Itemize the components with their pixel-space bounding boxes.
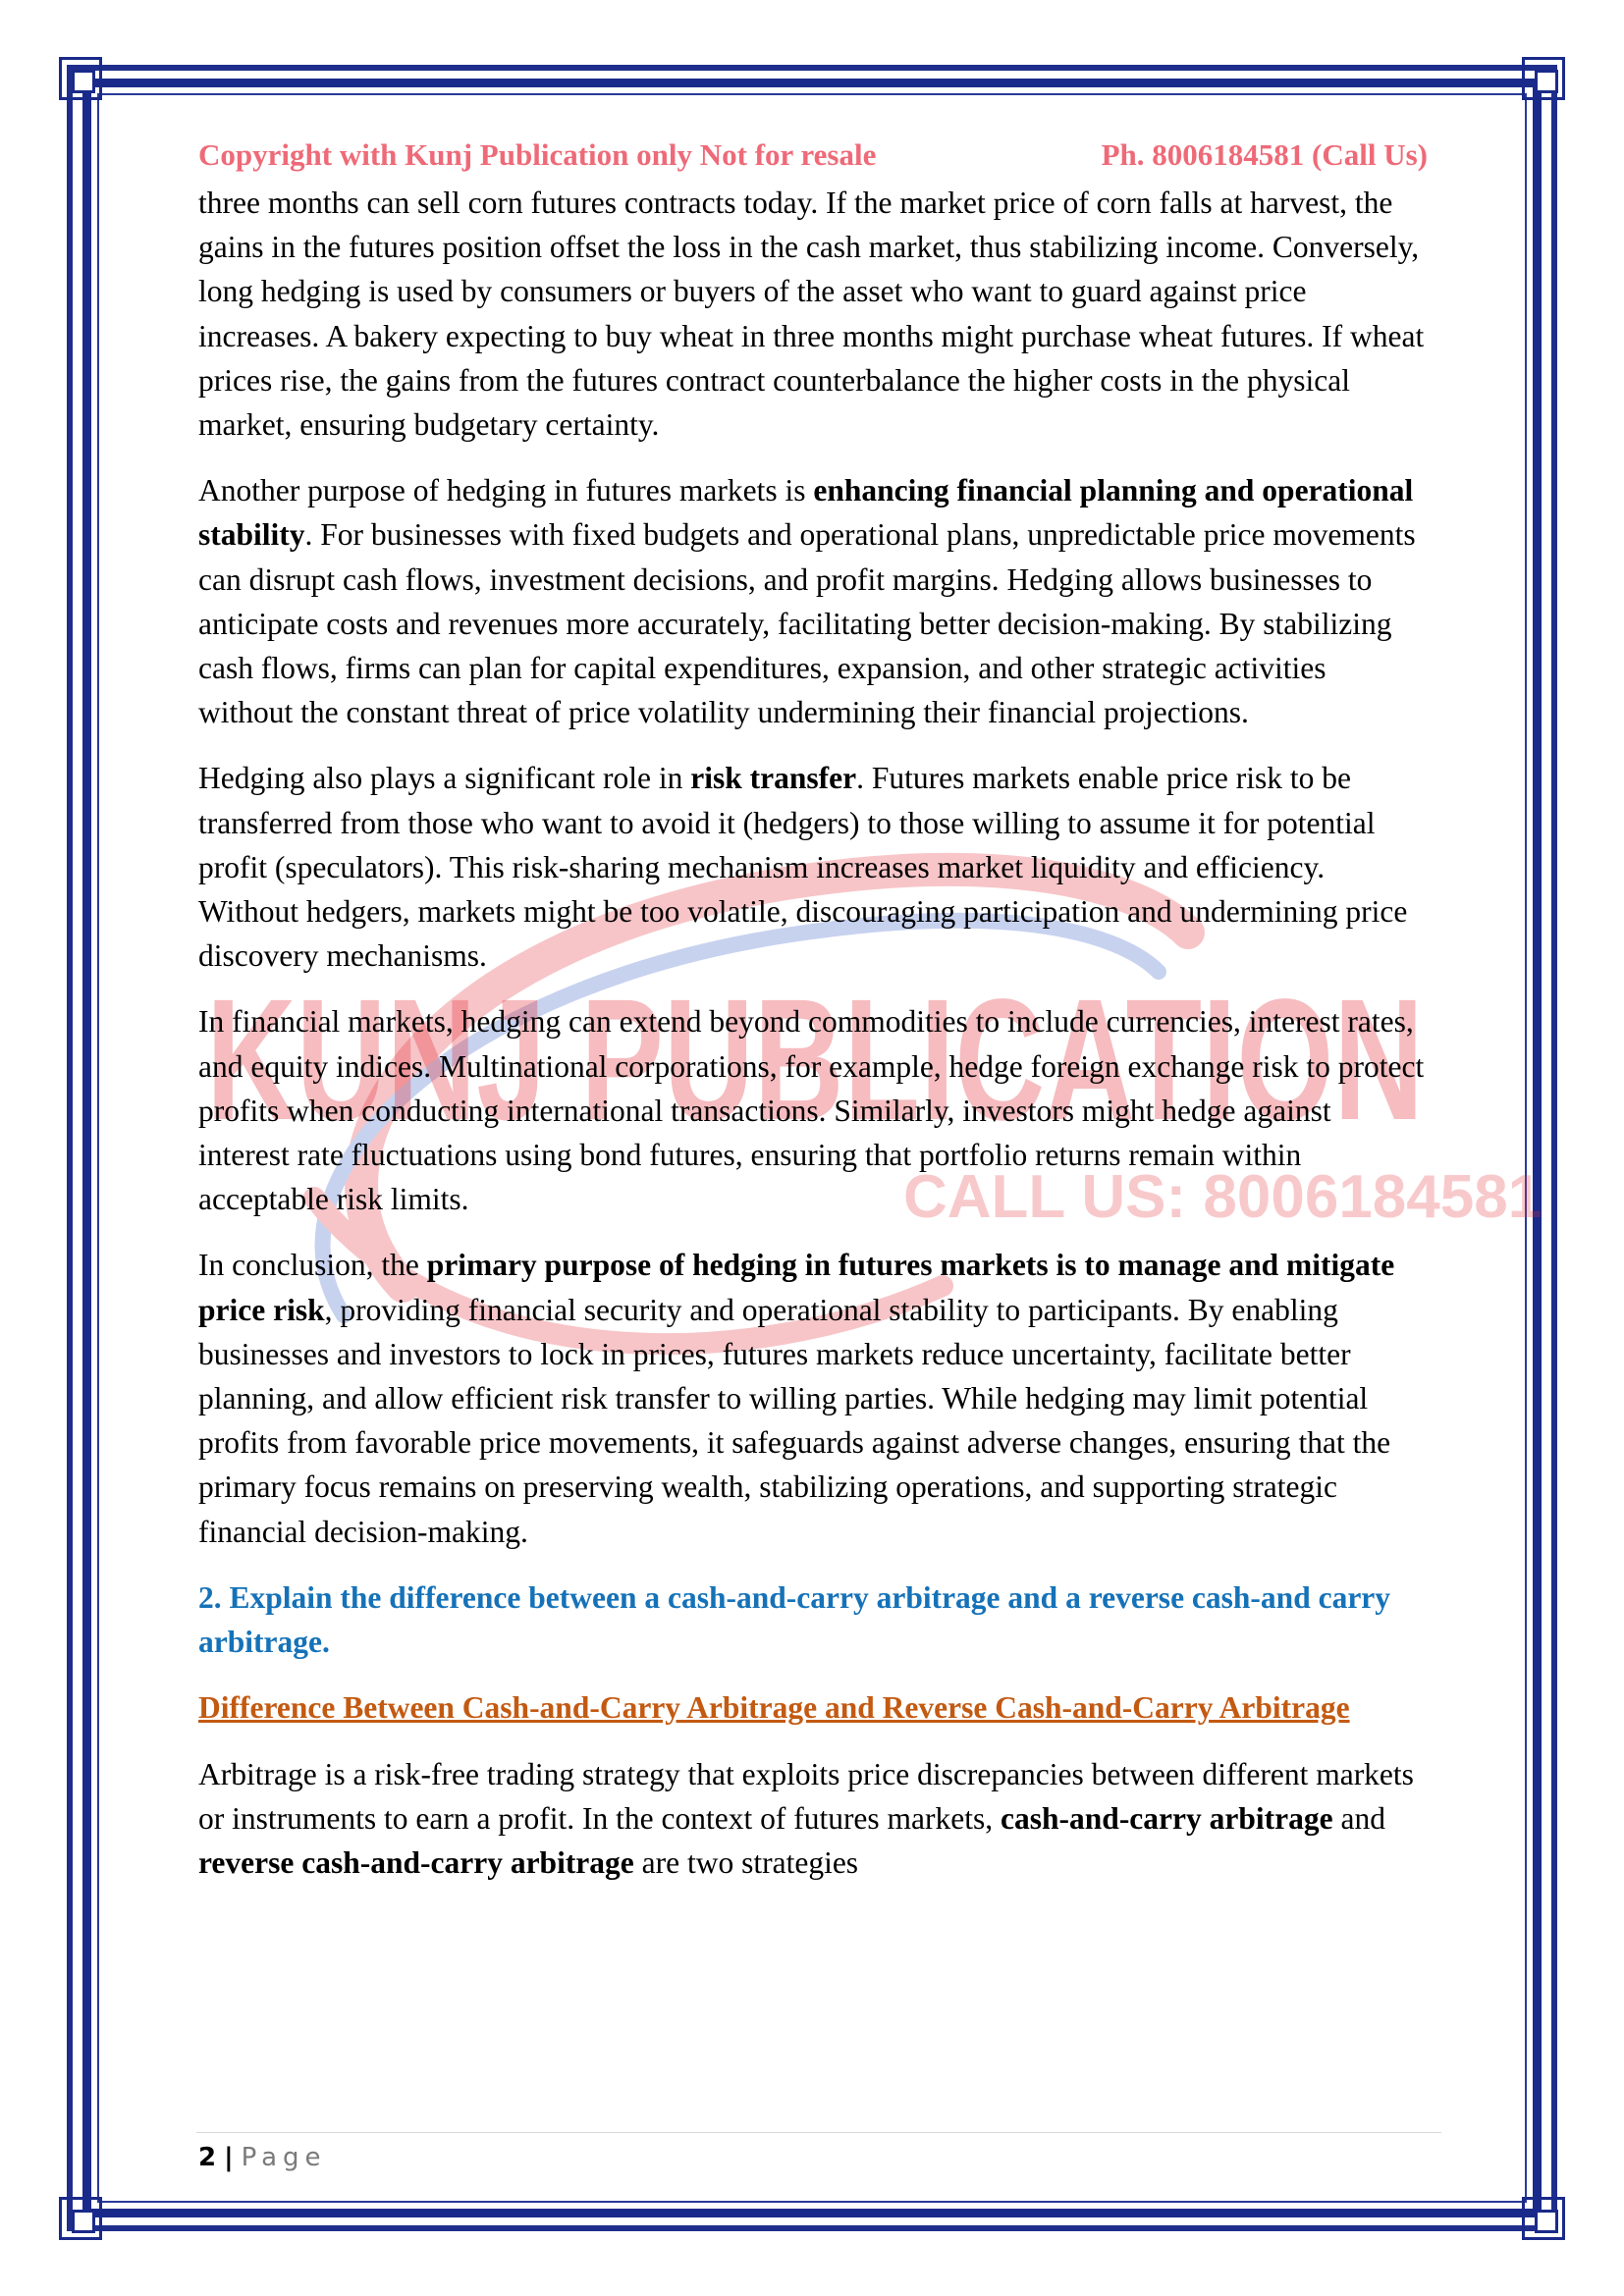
page-label: Page <box>241 2143 327 2172</box>
emphasis-financial-planning: enhancing financial planning and operational stability <box>198 473 1414 553</box>
question-heading: 2. Explain the difference between a cash-and-carry arbitrage and a reverse cash-and carry arbitrage. <box>198 1579 1391 1660</box>
page-number: 2 <box>198 2143 217 2172</box>
watermark-brand-text: KUNJ PUBLICATION <box>206 964 1424 1156</box>
paragraph-financial-markets: In financial markets, hedging can extend beyond commodities to include currencies, interest rates, and equity indices. Multinational corporations, for example, hedge foreign exchange risk to protect profits when conducting international transactions. Similarly, investors might hedge against interest rate fluctuations using bond futures, ensuring that portfolio returns remain within acceptable risk limits. <box>198 1004 1425 1217</box>
paragraph-hedging-examples: three months can sell corn futures contracts today. If the market price of corn falls at harvest, the gains in the futures position offset the loss in the cash market, thus stabilizing income. Conversely, long hedging is used by consumers or buyers of the asset who want to guard against price increases. A bakery expecting to buy wheat in three months might purchase wheat futures. If wheat prices rise, the gains from the futures contract counterbalance the higher costs in the physical market, ensuring budgetary certainty. <box>198 186 1425 443</box>
paragraph-financial-planning: Another purpose of hedging in futures markets is enhancing financial planning and operational stability. For businesses with fixed budgets and operational plans, unpredictable price movements can disrupt cash flows, investment decisions, and profit margins. Hedging allows businesses to anticipate costs and revenues more accurately, facilitating better decision-making. By stabilizing cash flows, firms can plan for capital expenditures, expansion, and other strategic activities without the constant threat of price volatility undermining their financial projections. <box>198 473 1416 730</box>
emphasis-primary-purpose: primary purpose of hedging in futures markets is to manage and mitigate price risk <box>198 1248 1395 1327</box>
page-header <box>198 135 1428 175</box>
corner-ornament-top-left <box>59 57 102 100</box>
contact-phone: Ph. 8006184581 (Call Us) <box>1101 137 1428 172</box>
watermark-call-text: CALL US: 8006184581 <box>903 1163 1543 1231</box>
emphasis-risk-transfer: risk transfer <box>690 761 857 796</box>
corner-ornament-top-right <box>1522 57 1565 100</box>
page-footer <box>198 2140 327 2175</box>
corner-ornament-bottom-right <box>1522 2197 1565 2240</box>
paragraph-arbitrage-intro: Arbitrage is a risk-free trading strategy that exploits price discrepancies between different markets or instruments to earn a profit. In the context of futures markets, cash-and-carry arbitrage and reverse cash-and-carry arbitrage are two strategies <box>198 1756 1414 1880</box>
paragraph-risk-transfer: Hedging also plays a significant role in risk transfer. Futures markets enable price risk to be transferred from those who want to avoid it (hedgers) to those willing to assume it for potential profit (speculators). This risk-sharing mechanism increases market liquidity and efficiency. Without hedgers, markets might be too volatile, discouraging participation and undermining price discovery mechanisms. <box>198 761 1408 974</box>
section-heading: Difference Between Cash-and-Carry Arbitrage and Reverse Cash-and-Carry Arbitrage <box>198 1690 1350 1726</box>
emphasis-cash-and-carry: cash-and-carry arbitrage <box>1001 1800 1333 1836</box>
footer-divider <box>196 2132 1441 2133</box>
footer-separator: | <box>224 2143 234 2172</box>
page-content <box>198 135 1428 1906</box>
emphasis-reverse-cash-and-carry: reverse cash-and-carry arbitrage <box>198 1844 634 1880</box>
corner-ornament-bottom-left <box>59 2197 102 2240</box>
copyright-notice: Copyright with Kunj Publication only Not for resale <box>198 137 877 172</box>
paragraph-conclusion: In conclusion, the primary purpose of hedging in futures markets is to manage and mitigate price risk, providing financial security and operational stability to participants. By enabling businesses and investors to lock in prices, futures markets reduce uncertainty, facilitate better planning, and allow efficient risk transfer to willing parties. While hedging may limit potential profits from favorable price movements, it safeguards against adverse changes, ensuring that the primary focus remains on preserving wealth, stabilizing operations, and supporting strategic financial decision-making. <box>198 1248 1395 1549</box>
